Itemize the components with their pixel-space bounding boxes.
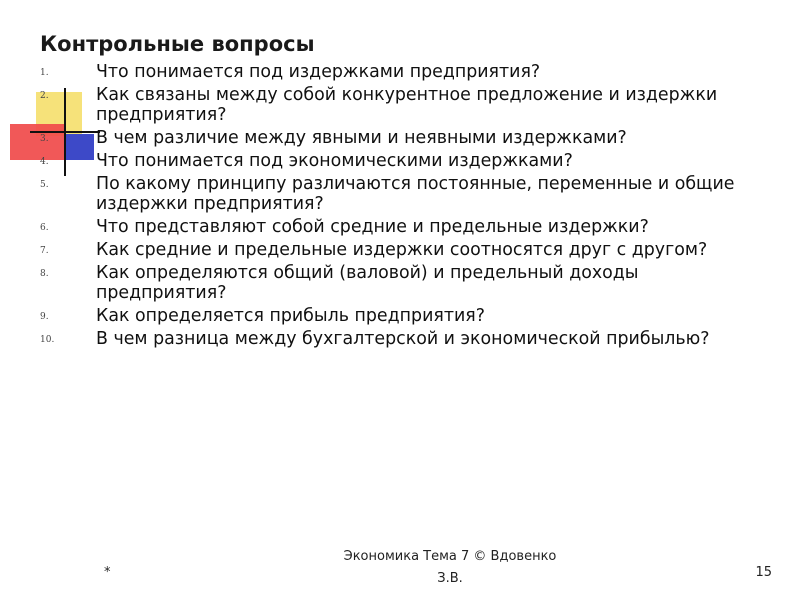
question-number: 4. xyxy=(40,157,49,167)
question-number: 7. xyxy=(40,246,49,256)
question-number: 9. xyxy=(40,312,49,322)
question-item xyxy=(0,306,800,326)
question-item xyxy=(0,62,800,82)
slide-title: Контрольные вопросы xyxy=(40,32,315,56)
question-item xyxy=(0,263,800,303)
question-item xyxy=(0,240,800,260)
question-text: По какому принципу различаются постоянные, переменные и общие издержки предприятия? xyxy=(96,174,735,214)
question-list xyxy=(0,62,800,352)
page-number: 15 xyxy=(755,565,772,580)
question-number: 5. xyxy=(40,180,49,190)
question-text: Что представляют собой средние и предельные издержки? xyxy=(96,217,649,237)
question-number: 10. xyxy=(40,335,55,345)
question-number: 6. xyxy=(40,223,49,233)
question-number: 3. xyxy=(40,134,49,144)
question-number: 8. xyxy=(40,269,49,279)
question-number: 2. xyxy=(40,91,49,101)
question-item xyxy=(0,174,800,214)
question-text: Как определяется прибыль предприятия? xyxy=(96,306,485,326)
question-text: Как определяются общий (валовой) и предельный доходы предприятия? xyxy=(96,263,639,303)
question-item xyxy=(0,85,800,125)
question-text: В чем различие между явными и неявными издержками? xyxy=(96,128,627,148)
question-text: Что понимается под экономическими издержками? xyxy=(96,151,573,171)
footer-author-line2: З.В. xyxy=(437,571,463,586)
question-text: Как средние и предельные издержки соотносятся друг с другом? xyxy=(96,240,708,260)
question-item xyxy=(0,329,800,349)
question-text: Что понимается под издержками предприятия? xyxy=(96,62,541,82)
question-item xyxy=(0,151,800,171)
question-text: В чем разница между бухгалтерской и экономической прибылью? xyxy=(96,329,710,349)
footer-asterisk: * xyxy=(104,565,111,580)
footer-author-line1: Экономика Тема 7 © Вдовенко xyxy=(343,549,557,564)
question-item xyxy=(0,217,800,237)
question-item xyxy=(0,128,800,148)
question-number: 1. xyxy=(40,68,49,78)
footer-author xyxy=(320,546,580,590)
question-text: Как связаны между собой конкурентное предложение и издержки предприятия? xyxy=(96,85,718,125)
